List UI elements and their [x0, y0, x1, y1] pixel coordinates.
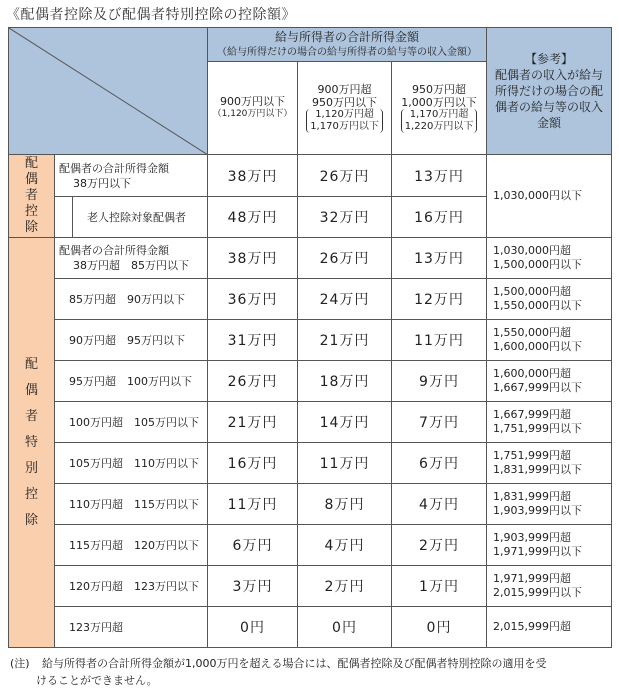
reference-cell [487, 279, 612, 320]
amount-cell: 16万円 [208, 443, 298, 484]
amount-cell: 26万円 [298, 238, 392, 279]
col2-sub1: 1,120万円超 [315, 109, 374, 120]
table-row-cond: 老人控除対象配偶者 [73, 197, 208, 238]
amount-cell: 13万円 [392, 238, 487, 279]
deduction-table [8, 27, 612, 648]
amount-cell: 8万円 [298, 484, 392, 525]
col1-main: 900万円以下 [220, 95, 286, 108]
reference-cell [487, 484, 612, 525]
footnote-line1: 給与所得者の合計所得金額が1,000万円を超える場合には、配偶者控除及び配偶者特別控除の適用を受 [42, 657, 547, 670]
reference-cell [487, 238, 612, 279]
ref-line2: 2,015,999円以下 [493, 586, 582, 599]
cond-line2: 38万円以下 [73, 176, 131, 190]
header-top-sublabel: （給与所得だけの場合の給与所得者の給与等の収入金額） [217, 46, 478, 58]
table-row-cond [55, 155, 208, 197]
cond-line1: 配偶者の合計所得金額 [59, 244, 169, 257]
ref-line1: 1,667,999円超 [493, 408, 571, 421]
reference-label: 【参考】 [525, 52, 574, 66]
ref-line2: 1,751,999円以下 [493, 422, 582, 435]
header-reference [487, 28, 612, 155]
ref-line1: 1,600,000円超 [493, 367, 571, 380]
amount-cell: 32万円 [298, 197, 392, 238]
col2-main1: 900万円超 [317, 83, 372, 96]
amount-cell: 9万円 [392, 361, 487, 402]
section-special-deduction [9, 238, 55, 648]
reference-cell [487, 566, 612, 607]
amount-cell: 1万円 [392, 566, 487, 607]
col1-sub: （1,120万円以下） [212, 109, 293, 119]
col3-main1: 950万円超 [412, 83, 467, 96]
amount-cell: 38万円 [208, 238, 298, 279]
amount-cell: 38万円 [208, 155, 298, 197]
amount-cell: 21万円 [298, 320, 392, 361]
reference-cell [487, 525, 612, 566]
amount-cell: 3万円 [208, 566, 298, 607]
ref-line2: 1,500,000円以下 [493, 258, 582, 271]
diagonal-line [9, 28, 208, 155]
ref-line2: 1,667,999円以下 [493, 381, 582, 394]
reference-cell: 2,015,999円超 [487, 607, 612, 648]
reference-cell [487, 361, 612, 402]
section-spouse-deduction-label: 配偶者控除 [24, 156, 38, 235]
col3-sub1: 1,170万円超 [409, 109, 469, 120]
amount-cell: 13万円 [392, 155, 487, 197]
amount-cell: 31万円 [208, 320, 298, 361]
col2-paren [306, 109, 383, 133]
amount-cell: 2万円 [392, 525, 487, 566]
ref-line2: 1,550,000円以下 [493, 299, 582, 312]
amount-cell: 6万円 [392, 443, 487, 484]
amount-cell: 24万円 [298, 279, 392, 320]
ref-line1: 1,030,000円超 [493, 244, 571, 257]
table-row-cond: 120万円超 123万円以下 [55, 566, 208, 607]
amount-cell: 4万円 [392, 484, 487, 525]
table-row-cond: 110万円超 115万円以下 [55, 484, 208, 525]
header-col-2 [298, 62, 392, 155]
amount-cell: 48万円 [208, 197, 298, 238]
table-row-cond: 100万円超 105万円以下 [55, 402, 208, 443]
cond-line1: 配偶者の合計所得金額 [59, 161, 169, 175]
ref-line2: 1,971,999円以下 [493, 545, 582, 558]
footnote-line2: けることができません。 [36, 674, 158, 687]
table-row-cond: 115万円超 120万円以下 [55, 525, 208, 566]
ref-line1: 1,831,999円超 [493, 490, 571, 503]
col3-paren [401, 109, 478, 133]
amount-cell: 2万円 [298, 566, 392, 607]
header-top-label: 給与所得者の合計所得金額 [275, 29, 420, 44]
ref-line2: 1,831,999円以下 [493, 463, 582, 476]
ref-line2: 1,600,000円以下 [493, 340, 582, 353]
footnote [10, 655, 610, 689]
amount-cell: 6万円 [208, 525, 298, 566]
ref-line1: 1,971,999円超 [493, 572, 571, 585]
table-row-cond: 105万円超 110万円以下 [55, 443, 208, 484]
section-spouse-deduction [9, 155, 55, 238]
col2-sub2: 1,170万円以下 [310, 121, 379, 132]
indent-cell [55, 197, 73, 238]
reference-cell [487, 402, 612, 443]
amount-cell: 18万円 [298, 361, 392, 402]
table-row-cond: 90万円超 95万円以下 [55, 320, 208, 361]
amount-cell: 12万円 [392, 279, 487, 320]
page-title: 《配偶者控除及び配偶者特別控除の控除額》 [6, 7, 296, 23]
header-col-1 [208, 62, 298, 155]
amount-cell: 0円 [392, 607, 487, 648]
diagonal-header-cell [9, 28, 208, 155]
amount-cell: 14万円 [298, 402, 392, 443]
table-row-cond: 123万円超 [55, 607, 208, 648]
amount-cell: 11万円 [208, 484, 298, 525]
reference-text: 配偶者の収入が給与所得だけの場合の配偶者の給与等の収入金額 [495, 68, 604, 130]
table-row-cond: 85万円超 90万円以下 [55, 279, 208, 320]
amount-cell: 26万円 [298, 155, 392, 197]
amount-cell: 36万円 [208, 279, 298, 320]
ref-line1: 1,550,000円超 [493, 326, 571, 339]
amount-cell: 11万円 [298, 443, 392, 484]
amount-cell: 26万円 [208, 361, 298, 402]
col2-main2: 950万円以下 [312, 96, 378, 109]
amount-cell: 7万円 [392, 402, 487, 443]
amount-cell: 21万円 [208, 402, 298, 443]
amount-cell: 4万円 [298, 525, 392, 566]
col3-main2: 1,000万円以下 [401, 96, 477, 109]
header-col-3 [392, 62, 487, 155]
footnote-label: (注) [10, 657, 30, 670]
amount-cell: 16万円 [392, 197, 487, 238]
ref-line1: 1,500,000円超 [493, 285, 571, 298]
amount-cell: 0円 [298, 607, 392, 648]
ref-line1: 1,751,999円超 [493, 449, 571, 462]
col3-sub2: 1,220万円以下 [404, 121, 474, 132]
ref-line1: 1,903,999円超 [493, 531, 571, 544]
amount-cell: 0円 [208, 607, 298, 648]
ref-line2: 1,903,999円以下 [493, 504, 582, 517]
reference-cell: 1,030,000円以下 [487, 155, 612, 238]
header-income-title [208, 28, 487, 62]
table-row-cond [55, 238, 208, 279]
reference-cell [487, 443, 612, 484]
cond-line2: 38万円超 85万円以下 [73, 259, 189, 272]
section-special-deduction-label: 配偶者特別控除 [24, 356, 38, 528]
reference-cell [487, 320, 612, 361]
amount-cell: 11万円 [392, 320, 487, 361]
table-row-cond: 95万円超 100万円以下 [55, 361, 208, 402]
